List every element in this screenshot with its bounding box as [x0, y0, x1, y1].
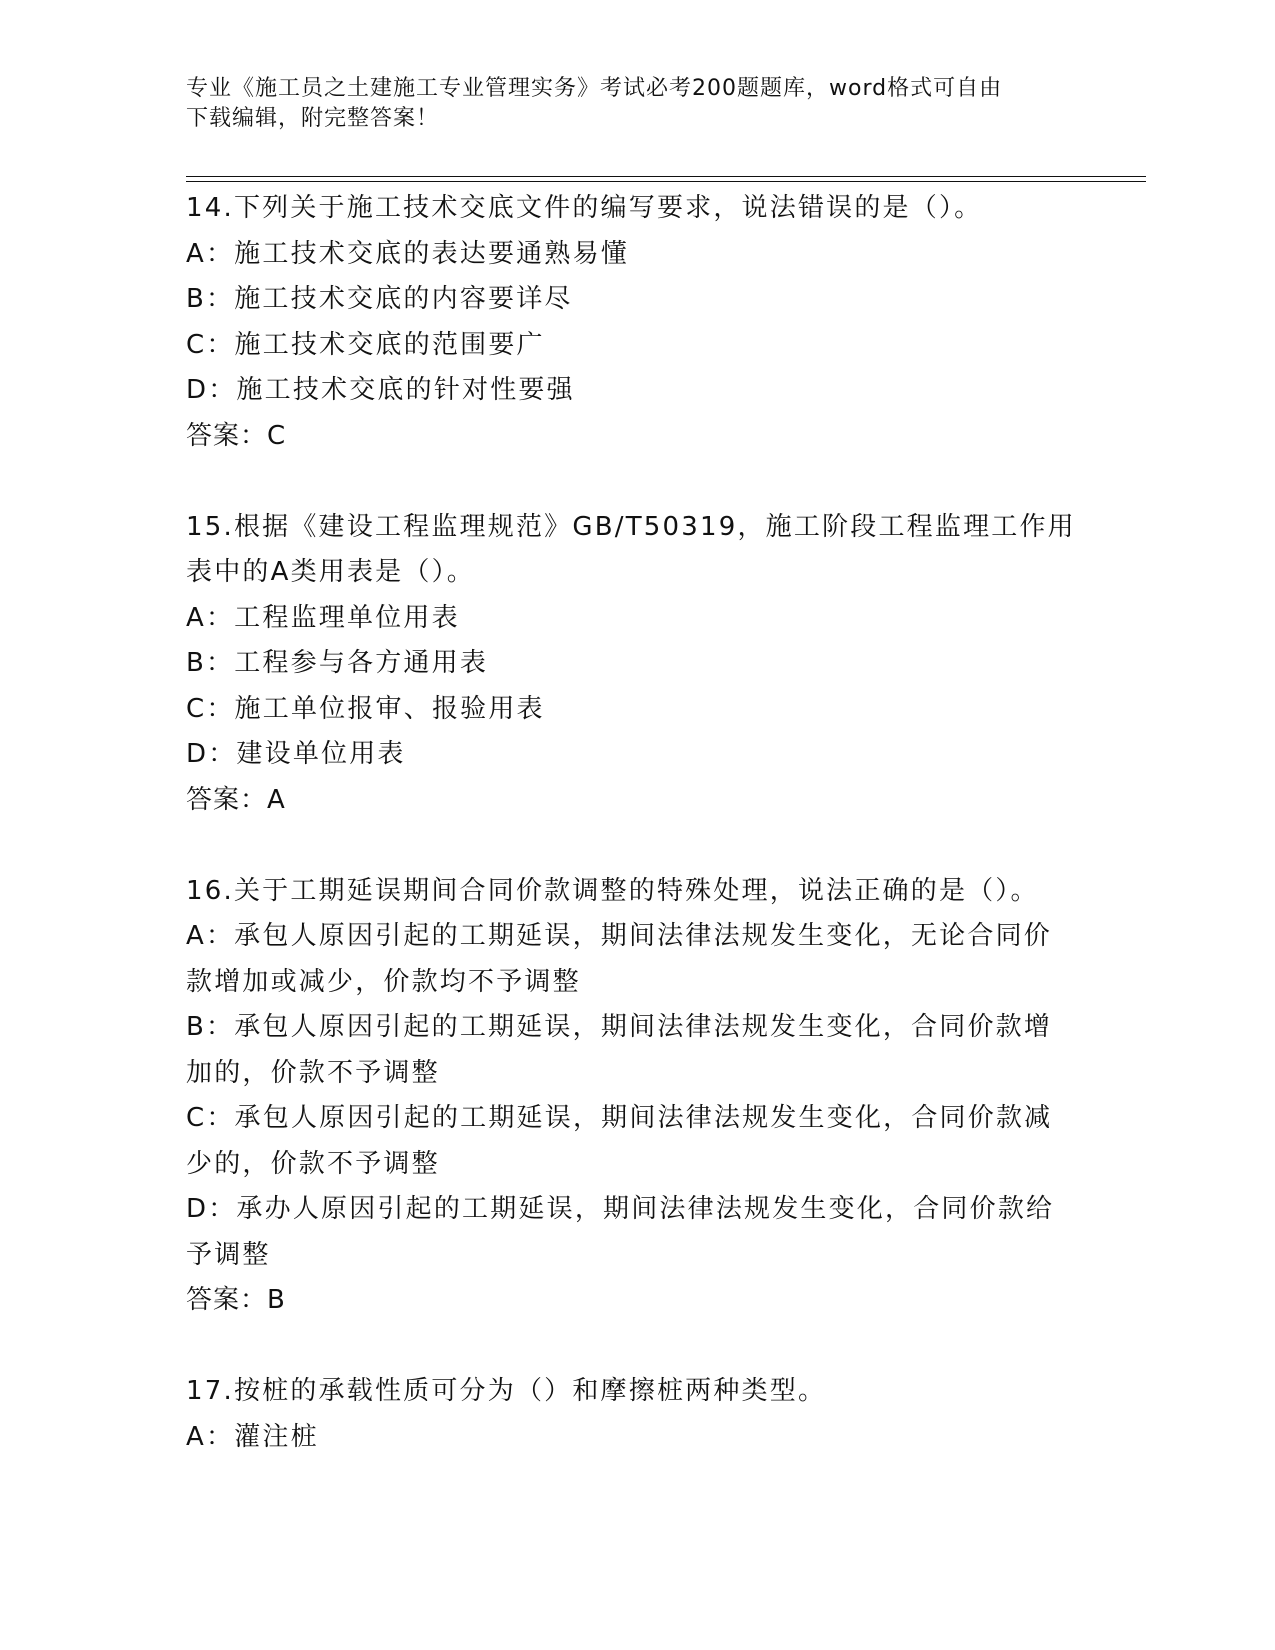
option-d: D：施工技术交底的针对性要强 — [186, 375, 575, 405]
header-line-1: 专业《施工员之土建施工专业管理实务》考试必考200题题库，word格式可自由 — [186, 76, 1003, 101]
question-spacer — [186, 1324, 1086, 1370]
question-stem: 17.按桩的承载性质可分为（）和摩擦桩两种类型。 — [186, 1376, 827, 1406]
option-a: A：承包人原因引起的工期延误，期间法律法规发生变化，无论合同价 — [186, 921, 1052, 951]
question-15 — [186, 505, 1086, 824]
question-stem: 14.下列关于施工技术交底文件的编写要求，说法错误的是（）。 — [186, 193, 983, 223]
answer: 答案：A — [186, 784, 286, 815]
question-stem: 16.关于工期延误期间合同价款调整的特殊处理，说法正确的是（）。 — [186, 875, 1039, 906]
option-b: B：施工技术交底的内容要详尽 — [186, 284, 573, 314]
option-d: D：建设单位用表 — [186, 739, 406, 769]
option-a: A：施工技术交底的表达要通熟易懂 — [186, 238, 629, 269]
header-divider-bottom — [186, 181, 1146, 182]
option-c-continued: 少的，价款不予调整 — [186, 1148, 440, 1179]
question-14 — [186, 186, 1086, 459]
option-b: B：承包人原因引起的工期延误，期间法律法规发生变化，合同价款增 — [186, 1012, 1053, 1042]
option-a: A：工程监理单位用表 — [186, 602, 460, 633]
option-a-continued: 款增加或减少，价款均不予调整 — [186, 966, 581, 997]
option-b-continued: 加的，价款不予调整 — [186, 1057, 440, 1088]
option-a: A：灌注桩 — [186, 1421, 319, 1452]
question-spacer — [186, 823, 1086, 869]
question-stem: 15.根据《建设工程监理规范》GB/T50319，施工阶段工程监理工作用 — [186, 511, 1076, 542]
option-d: D：承办人原因引起的工期延误，期间法律法规发生变化，合同价款给 — [186, 1194, 1055, 1224]
answer: 答案：C — [186, 420, 287, 451]
header-line-2: 下载编辑，附完整答案！ — [186, 106, 440, 131]
answer: 答案：B — [186, 1285, 286, 1315]
option-d-continued: 予调整 — [186, 1239, 271, 1270]
option-c: C：施工单位报审、报验用表 — [186, 693, 545, 724]
option-c: C：施工技术交底的范围要广 — [186, 329, 545, 360]
question-spacer — [186, 459, 1086, 505]
option-b: B：工程参与各方通用表 — [186, 648, 489, 678]
question-list — [186, 186, 1086, 1460]
header-divider-top — [186, 176, 1146, 177]
question-stem-continued: 表中的A类用表是（）。 — [186, 557, 475, 587]
option-c: C：承包人原因引起的工期延误，期间法律法规发生变化，合同价款减 — [186, 1103, 1053, 1133]
document-header — [186, 74, 1066, 134]
question-16 — [186, 869, 1086, 1324]
question-17 — [186, 1369, 1086, 1460]
